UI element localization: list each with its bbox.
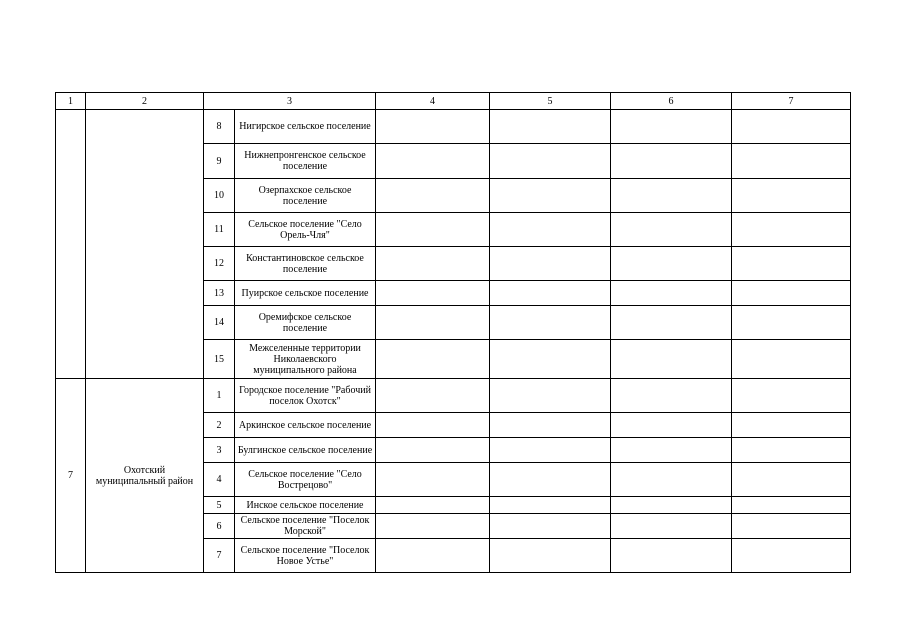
district-number-cell (56, 110, 86, 379)
empty-cell-col-6 (611, 463, 732, 497)
settlement-number-cell: 12 (204, 247, 235, 281)
settlement-number-cell: 8 (204, 110, 235, 144)
settlement-name-cell: Сельское поселение "Село Орель-Чля" (235, 213, 376, 247)
settlement-number-cell: 3 (204, 438, 235, 463)
empty-cell-col-7 (732, 213, 851, 247)
empty-cell-col-4 (376, 514, 490, 539)
header-cell-3: 3 (204, 93, 376, 110)
empty-cell-col-7 (732, 463, 851, 497)
empty-cell-col-4 (376, 144, 490, 179)
settlement-name-cell: Межселенные территории Николаевского муниципального района (235, 340, 376, 379)
settlement-name-cell: Инское сельское поселение (235, 497, 376, 514)
empty-cell-col-5 (490, 379, 611, 413)
settlement-number-cell: 11 (204, 213, 235, 247)
empty-cell-col-6 (611, 306, 732, 340)
empty-cell-col-4 (376, 340, 490, 379)
settlement-number-cell: 5 (204, 497, 235, 514)
empty-cell-col-6 (611, 379, 732, 413)
empty-cell-col-5 (490, 213, 611, 247)
empty-cell-col-5 (490, 247, 611, 281)
header-row (56, 93, 851, 110)
empty-cell-col-4 (376, 463, 490, 497)
header-cell-7: 7 (732, 93, 851, 110)
empty-cell-col-7 (732, 497, 851, 514)
settlement-number-cell: 4 (204, 463, 235, 497)
empty-cell-col-7 (732, 514, 851, 539)
settlement-name-cell: Озерпахское сельское поселение (235, 179, 376, 213)
empty-cell-col-4 (376, 213, 490, 247)
header-cell-4: 4 (376, 93, 490, 110)
empty-cell-col-5 (490, 413, 611, 438)
header-cell-5: 5 (490, 93, 611, 110)
empty-cell-col-6 (611, 514, 732, 539)
settlement-number-cell: 10 (204, 179, 235, 213)
empty-cell-col-7 (732, 413, 851, 438)
empty-cell-col-5 (490, 340, 611, 379)
empty-cell-col-6 (611, 213, 732, 247)
settlement-name-cell: Булгинское сельское поселение (235, 438, 376, 463)
table-row (56, 379, 851, 413)
settlement-number-cell: 1 (204, 379, 235, 413)
empty-cell-col-6 (611, 281, 732, 306)
district-name-cell (86, 110, 204, 379)
settlement-number-cell: 15 (204, 340, 235, 379)
settlement-name-cell: Константиновское сельское поселение (235, 247, 376, 281)
empty-cell-col-6 (611, 179, 732, 213)
empty-cell-col-5 (490, 179, 611, 213)
empty-cell-col-5 (490, 144, 611, 179)
empty-cell-col-7 (732, 144, 851, 179)
empty-cell-col-7 (732, 340, 851, 379)
settlement-number-cell: 6 (204, 514, 235, 539)
empty-cell-col-4 (376, 110, 490, 144)
empty-cell-col-7 (732, 379, 851, 413)
empty-cell-col-6 (611, 144, 732, 179)
district-number-cell: 7 (56, 379, 86, 573)
empty-cell-col-5 (490, 306, 611, 340)
settlement-name-cell: Оремифское сельское поселение (235, 306, 376, 340)
empty-cell-col-4 (376, 379, 490, 413)
empty-cell-col-7 (732, 179, 851, 213)
empty-cell-col-7 (732, 281, 851, 306)
empty-cell-col-7 (732, 247, 851, 281)
settlement-name-cell: Пуирское сельское поселение (235, 281, 376, 306)
table-row (56, 110, 851, 144)
header-cell-1: 1 (56, 93, 86, 110)
empty-cell-col-7 (732, 438, 851, 463)
settlement-number-cell: 2 (204, 413, 235, 438)
empty-cell-col-6 (611, 438, 732, 463)
header-cell-6: 6 (611, 93, 732, 110)
empty-cell-col-4 (376, 306, 490, 340)
empty-cell-col-7 (732, 110, 851, 144)
settlement-name-cell: Сельское поселение "Поселок Новое Устье" (235, 539, 376, 573)
empty-cell-col-6 (611, 247, 732, 281)
settlement-name-cell: Городское поселение "Рабочий поселок Охотск" (235, 379, 376, 413)
empty-cell-col-6 (611, 413, 732, 438)
empty-cell-col-5 (490, 463, 611, 497)
empty-cell-col-4 (376, 281, 490, 306)
empty-cell-col-6 (611, 340, 732, 379)
empty-cell-col-6 (611, 539, 732, 573)
empty-cell-col-4 (376, 497, 490, 514)
empty-cell-col-6 (611, 497, 732, 514)
empty-cell-col-5 (490, 438, 611, 463)
settlement-name-cell: Сельское поселение "Поселок Морской" (235, 514, 376, 539)
empty-cell-col-7 (732, 539, 851, 573)
district-name-cell: Охотский муниципальный район (86, 379, 204, 573)
empty-cell-col-6 (611, 110, 732, 144)
empty-cell-col-5 (490, 281, 611, 306)
empty-cell-col-7 (732, 306, 851, 340)
table-body (56, 93, 851, 573)
settlements-table (55, 92, 851, 573)
settlement-number-cell: 9 (204, 144, 235, 179)
empty-cell-col-5 (490, 110, 611, 144)
empty-cell-col-4 (376, 413, 490, 438)
settlement-name-cell: Аркинское сельское поселение (235, 413, 376, 438)
empty-cell-col-4 (376, 179, 490, 213)
settlement-number-cell: 14 (204, 306, 235, 340)
empty-cell-col-5 (490, 497, 611, 514)
settlement-name-cell: Нигирское сельское поселение (235, 110, 376, 144)
header-cell-2: 2 (86, 93, 204, 110)
empty-cell-col-5 (490, 514, 611, 539)
empty-cell-col-4 (376, 438, 490, 463)
empty-cell-col-5 (490, 539, 611, 573)
settlement-name-cell: Нижнепронгенское сельское поселение (235, 144, 376, 179)
empty-cell-col-4 (376, 539, 490, 573)
settlement-number-cell: 7 (204, 539, 235, 573)
settlement-number-cell: 13 (204, 281, 235, 306)
empty-cell-col-4 (376, 247, 490, 281)
settlement-name-cell: Сельское поселение "Село Вострецово" (235, 463, 376, 497)
